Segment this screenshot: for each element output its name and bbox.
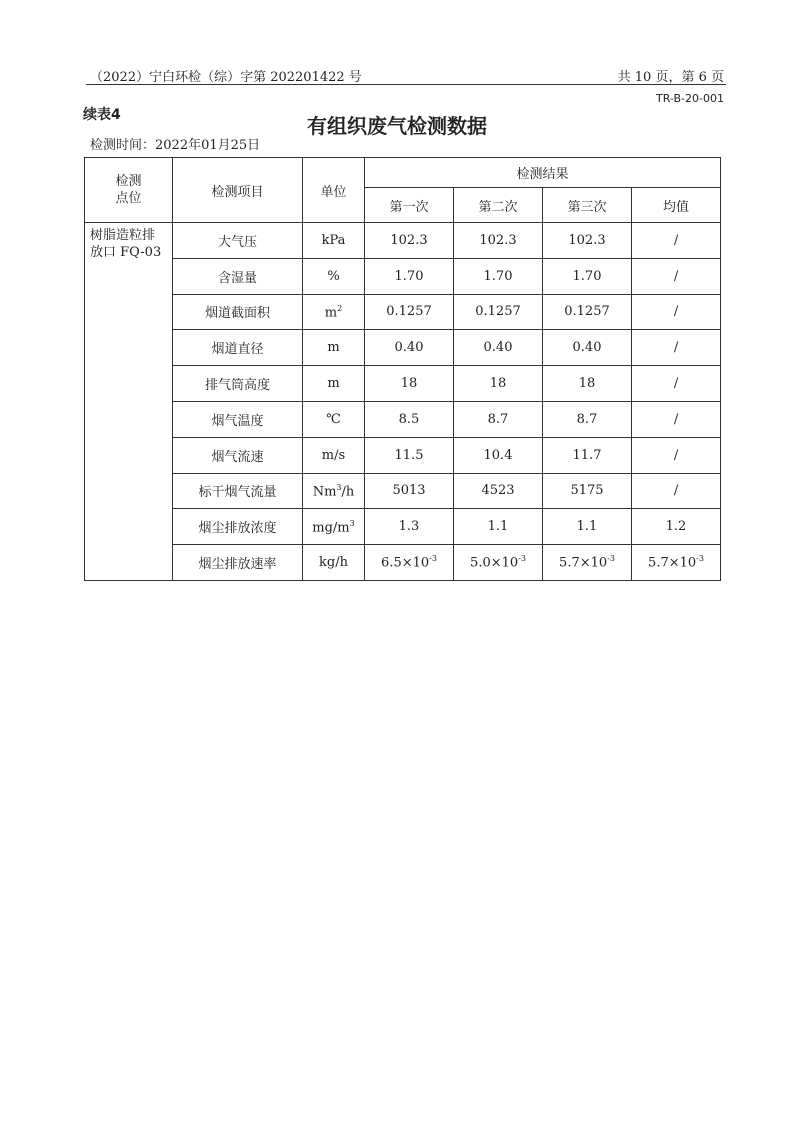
- cell-unit: $mg/m^3$: [303, 509, 365, 545]
- cell-result-r3: 11.7: [543, 437, 632, 473]
- cell-result-r1: 0.40: [365, 330, 454, 366]
- document-code: TR-B-20-001: [656, 92, 724, 105]
- test-date: 检测时间：2022年01月25日: [90, 138, 261, 153]
- header-results: 检测结果: [365, 158, 721, 188]
- table-row: [85, 401, 721, 437]
- cell-item: 烟道截面积: [173, 294, 303, 330]
- cell-average: /: [632, 437, 721, 473]
- cell-result-r1: 0.1257: [365, 294, 454, 330]
- cell-result-r1: 102.3: [365, 223, 454, 259]
- cell-unit: m/s: [303, 437, 365, 473]
- table-row: [85, 437, 721, 473]
- cell-result-r2: 0.1257: [454, 294, 543, 330]
- table-row: [85, 545, 721, 581]
- cell-unit: ℃: [303, 401, 365, 437]
- table-row: [85, 366, 721, 402]
- cell-result-r3: 8.7: [543, 401, 632, 437]
- cell-result-r2: $5.0\times 10^{-3}$: [454, 545, 543, 581]
- cell-average: /: [632, 223, 721, 259]
- cell-average: /: [632, 473, 721, 509]
- cell-average: /: [632, 258, 721, 294]
- header-average: 均值: [632, 188, 721, 223]
- cell-unit: Nm$^3$/h: [303, 473, 365, 509]
- cell-result-r2: 4523: [454, 473, 543, 509]
- cell-result-r2: 18: [454, 366, 543, 402]
- sampling-location: 树脂造粒排 放口 FQ-03: [85, 223, 173, 581]
- cell-result-r2: 0.40: [454, 330, 543, 366]
- header-third: 第三次: [543, 188, 632, 223]
- cell-result-r1: 8.5: [365, 401, 454, 437]
- cell-unit: $m^2$: [303, 294, 365, 330]
- cell-result-r3: 5175: [543, 473, 632, 509]
- header-item: 检测项目: [173, 158, 303, 223]
- cell-item: 排气筒高度: [173, 366, 303, 402]
- header-first: 第一次: [365, 188, 454, 223]
- cell-result-r3: 18: [543, 366, 632, 402]
- cell-average: /: [632, 366, 721, 402]
- page-info: 共 10 页，第 6 页: [617, 70, 724, 85]
- cell-unit: kg/h: [303, 545, 365, 581]
- header-unit: 单位: [303, 158, 365, 223]
- cell-unit: kPa: [303, 223, 365, 259]
- cell-result-r2: 1.70: [454, 258, 543, 294]
- cell-result-r1: 11.5: [365, 437, 454, 473]
- header-second: 第二次: [454, 188, 543, 223]
- cell-result-r1: 1.70: [365, 258, 454, 294]
- cell-result-r3: 102.3: [543, 223, 632, 259]
- table-row: [85, 509, 721, 545]
- cell-result-r2: 10.4: [454, 437, 543, 473]
- emission-data-table: [84, 157, 721, 581]
- cell-result-r3: 0.1257: [543, 294, 632, 330]
- cell-average: /: [632, 330, 721, 366]
- cell-item: 烟尘排放速率: [173, 545, 303, 581]
- cell-result-r2: 8.7: [454, 401, 543, 437]
- table-row: [85, 473, 721, 509]
- cell-item: 烟气流速: [173, 437, 303, 473]
- table-continuation-label: 续表4: [83, 107, 121, 123]
- cell-result-r2: 102.3: [454, 223, 543, 259]
- cell-result-r1: 1.3: [365, 509, 454, 545]
- cell-item: 烟尘排放浓度: [173, 509, 303, 545]
- cell-unit: m: [303, 366, 365, 402]
- cell-result-r3: 1.70: [543, 258, 632, 294]
- report-number: （2022）宁白环检（综）字第 202201422 号: [90, 70, 362, 85]
- cell-result-r1: 18: [365, 366, 454, 402]
- cell-item: 烟道直径: [173, 330, 303, 366]
- cell-result-r1: 5013: [365, 473, 454, 509]
- header-location: 检测 点位: [85, 158, 173, 223]
- cell-result-r1: $6.5\times 10^{-3}$: [365, 545, 454, 581]
- cell-item: 大气压: [173, 223, 303, 259]
- table-row: [85, 294, 721, 330]
- table-row: [85, 258, 721, 294]
- cell-item: 烟气温度: [173, 401, 303, 437]
- cell-average: /: [632, 401, 721, 437]
- cell-average: /: [632, 294, 721, 330]
- cell-result-r3: 1.1: [543, 509, 632, 545]
- header-divider: [86, 84, 726, 85]
- page-title: 有组织废气检测数据: [307, 114, 487, 138]
- cell-average: 1.2: [632, 509, 721, 545]
- cell-unit: m: [303, 330, 365, 366]
- cell-average: $5.7\times 10^{-3}$: [632, 545, 721, 581]
- cell-result-r2: 1.1: [454, 509, 543, 545]
- cell-unit: %: [303, 258, 365, 294]
- cell-item: 含湿量: [173, 258, 303, 294]
- table-row: [85, 223, 721, 259]
- cell-item: 标干烟气流量: [173, 473, 303, 509]
- cell-result-r3: 0.40: [543, 330, 632, 366]
- cell-result-r3: $5.7\times 10^{-3}$: [543, 545, 632, 581]
- table-row: [85, 330, 721, 366]
